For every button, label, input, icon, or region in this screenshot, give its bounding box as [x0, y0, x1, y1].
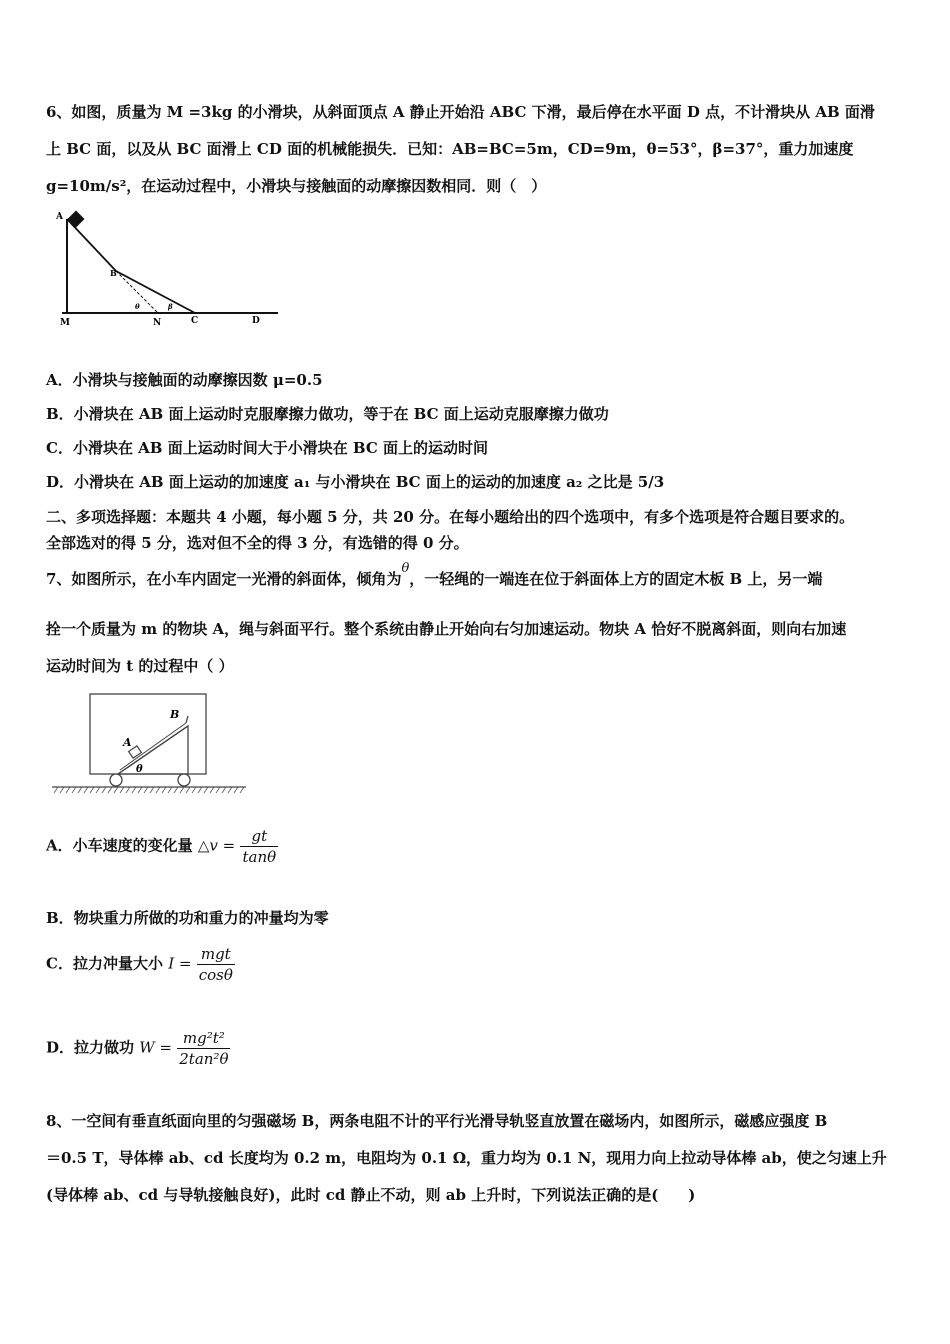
q7-option-d-text: D．拉力做功	[46, 1038, 135, 1057]
q7-option-a-fraction: $\frac{gt}{\tan\theta}$	[242, 827, 277, 866]
q6-label-b: B	[110, 268, 117, 278]
q6-label-a: A	[56, 212, 63, 222]
q6-incline-figure	[50, 205, 290, 330]
q7-option-d-fraction: $\frac{\text{mg²t²}}{\text{2tan²θ}}$	[179, 1029, 229, 1068]
q7-option-b[interactable]: B．物块重力所做的功和重力的冲量均为零	[46, 909, 329, 927]
q7-theta-symbol: θ	[401, 561, 410, 576]
q6-label-d: D	[252, 316, 260, 326]
q6-label-beta: β	[168, 302, 173, 311]
q7-option-c[interactable]	[46, 944, 235, 985]
q6-label-theta: θ	[135, 302, 140, 311]
q7-option-d[interactable]	[46, 1028, 230, 1069]
q7-option-c-lhs: I =	[168, 954, 192, 973]
q6-option-d[interactable]: D．小滑块在 AB 面上运动的加速度 a₁ 与小滑块在 BC 面上的运动的加速度 a₂ 之比是 5/3	[46, 473, 665, 491]
q6-label-c: C	[191, 316, 199, 326]
q6-line-2: 上 BC 面，以及从 BC 面滑上 CD 面的机械能损失．已知：AB=BC=5m，CD=9m，θ=53°，β=37°，重力加速度	[46, 140, 854, 158]
q7-option-a[interactable]	[46, 826, 278, 867]
q7-cart-figure	[48, 690, 253, 800]
q7-line-1	[46, 561, 823, 591]
q7-label-a: A	[123, 736, 132, 749]
section2-line-1: 二、多项选择题：本题共 4 小题，每小题 5 分，共 20 分。在每小题给出的四个选项中，有多个选项是符合题目要求的。	[46, 508, 855, 526]
q8-line-2: ＝0.5 T，导体棒 ab、cd 长度均为 0.2 m，电阻均为 0.1 Ω，重力均为 0.1 N，现用力向上拉动导体棒 ab，使之匀速上升	[46, 1149, 887, 1167]
q6-option-b[interactable]: B．小滑块在 AB 面上运动时克服摩擦力做功，等于在 BC 面上运动克服摩擦力做功	[46, 405, 609, 423]
section2-line-2: 全部选对的得 5 分，选对但不全的得 3 分，有选错的得 0 分。	[46, 534, 469, 552]
q7-label-theta: θ	[136, 764, 143, 775]
q7-option-c-fraction: $\frac{\text{mgt}}{\cos\theta}$	[198, 945, 233, 984]
q6-line-1: 6、如图，质量为 M =3kg 的小滑块，从斜面顶点 A 静止开始沿 ABC 下滑，最后停在水平面 D 点，不计滑块从 AB 面滑	[46, 103, 875, 121]
q8-line-3: (导体棒 ab、cd 与导轨接触良好)，此时 cd 静止不动，则 ab 上升时，下列说法正确的是( )	[46, 1186, 696, 1204]
q7-label-b: B	[170, 708, 180, 721]
q6-label-n: N	[153, 318, 162, 328]
q7-line-2: 拴一个质量为 m 的物块 A，绳与斜面平行。整个系统由静止开始向右匀加速运动。物块 A 恰好不脱离斜面，则向右加速	[46, 620, 847, 638]
q7-option-c-text: C．拉力冲量大小	[46, 954, 163, 973]
q7-option-a-text: A．小车速度的变化量	[46, 836, 193, 855]
q7-option-d-lhs: W =	[139, 1038, 173, 1057]
q8-line-1: 8、一空间有垂直纸面向里的匀强磁场 B，两条电阻不计的平行光滑导轨竖直放置在磁场内，如图所示，磁感应强度 B	[46, 1112, 828, 1130]
q7-line-3: 运动时间为 t 的过程中（ ）	[46, 657, 234, 675]
q6-option-c[interactable]: C．小滑块在 AB 面上运动时间大于小滑块在 BC 面上的运动时间	[46, 439, 489, 457]
q6-line-3: g=10m/s²，在运动过程中，小滑块与接触面的动摩擦因数相同．则（ ）	[46, 177, 547, 195]
q6-label-m: M	[60, 318, 70, 328]
q6-option-a[interactable]: A．小滑块与接触面的动摩擦因数 μ=0.5	[46, 371, 323, 389]
q7-option-a-lhs: △v =	[197, 836, 236, 855]
q7-line-1a: 7、如图所示，在小车内固定一光滑的斜面体，倾角为	[46, 570, 402, 588]
q7-line-1b: ，一轻绳的一端连在位于斜面体上方的固定木板 B 上，另一端	[409, 570, 823, 588]
